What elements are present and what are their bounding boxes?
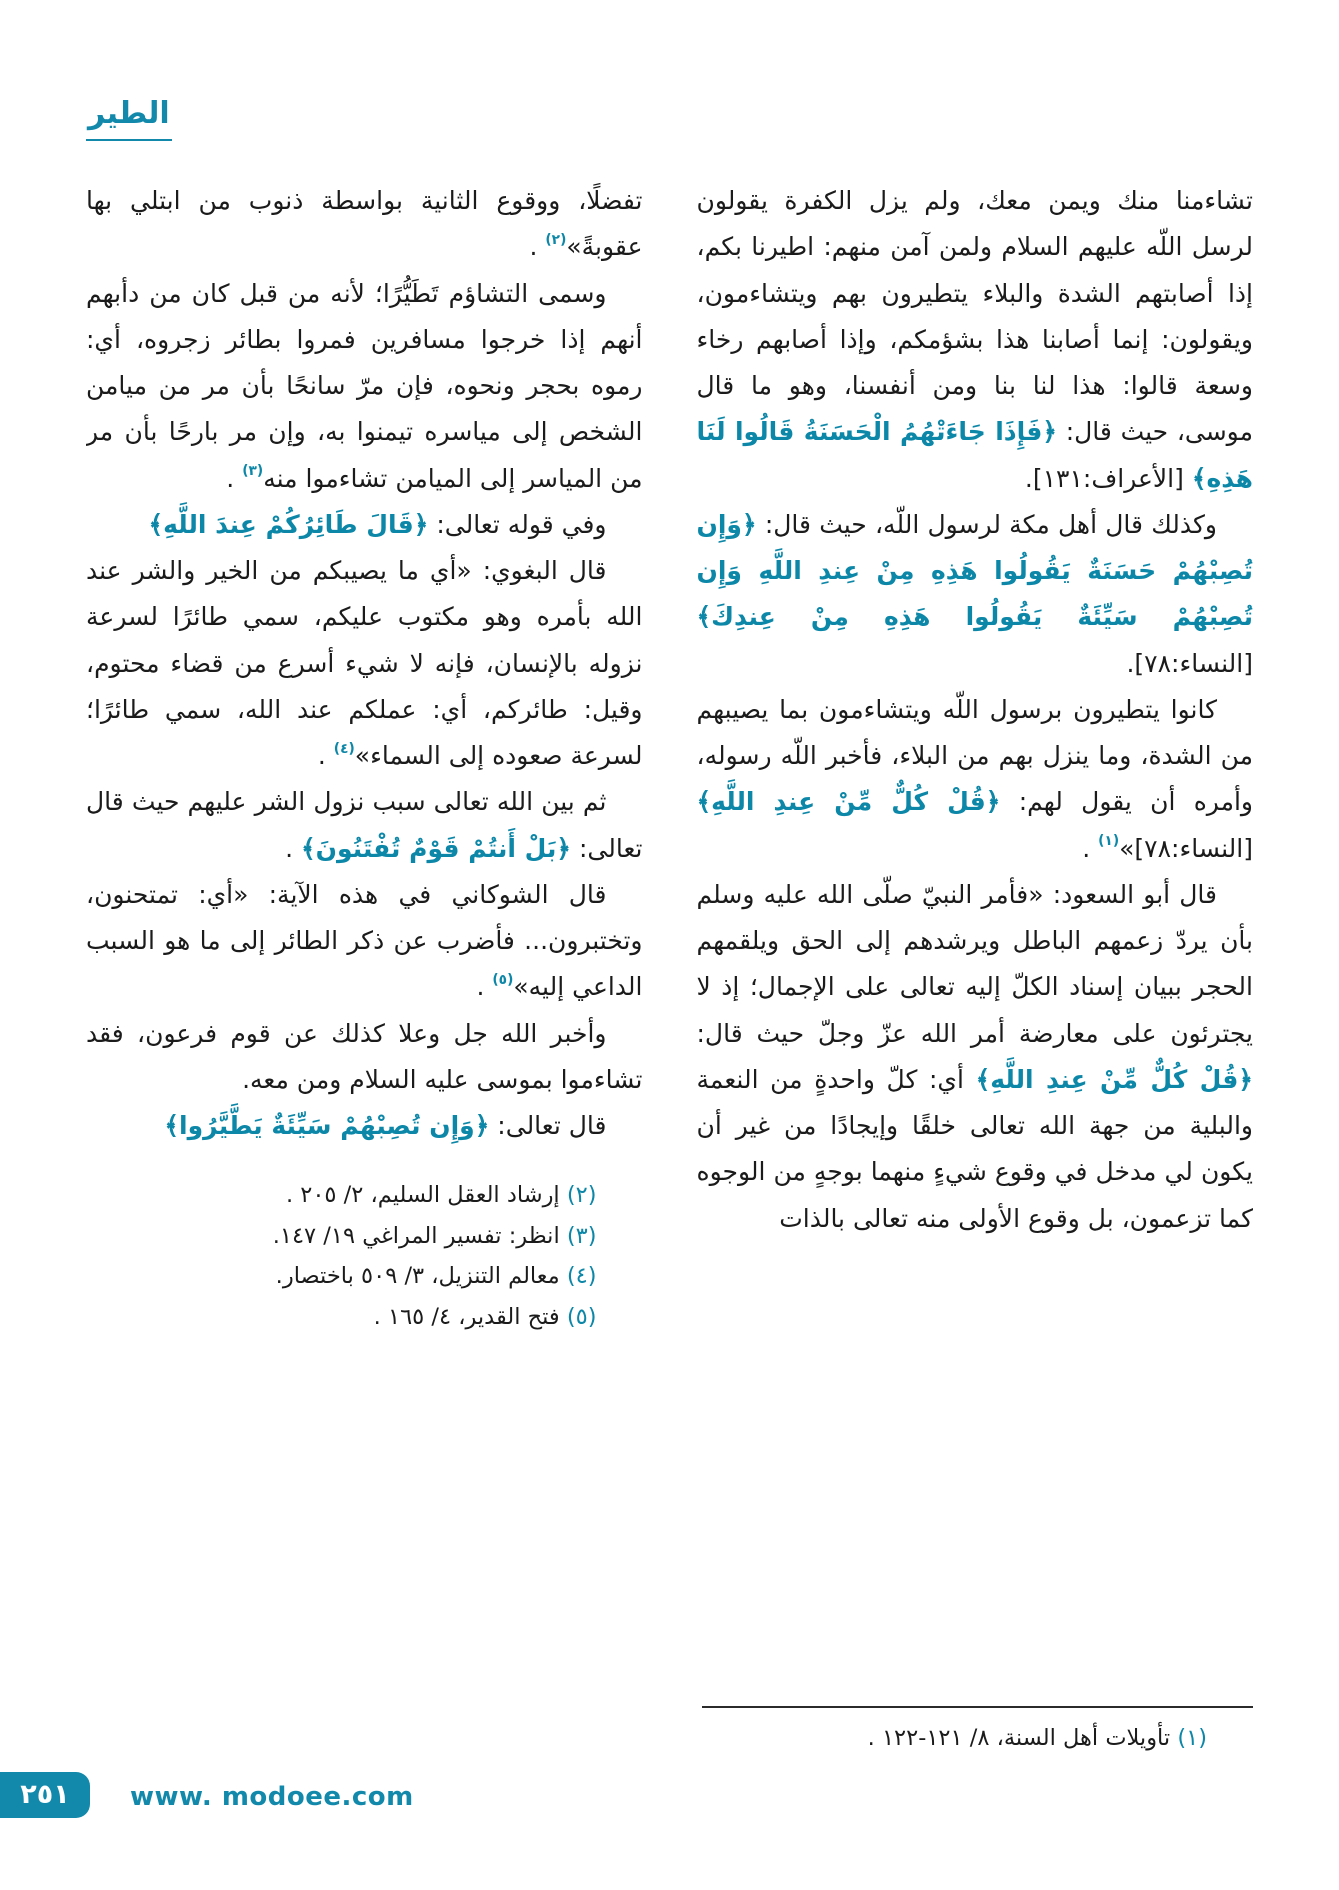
text-columns <box>86 178 1253 1758</box>
body-text: تفضلًا، ووقوع الثانية بواسطة ذنوب من ابتلي بها عقوبةً» <box>86 186 643 262</box>
footnote-marker: (٤) <box>333 740 355 757</box>
website-text: www. modoee.com <box>130 1782 414 1812</box>
quran-verse: ﴿بَلْ أَنتُمْ قَوْمٌ تُفْتَنُونَ﴾ <box>300 833 572 863</box>
body-text: وفي قوله تعالى: <box>428 509 607 539</box>
paragraph <box>86 779 643 872</box>
body-text: قال البغوي: «أي ما يصيبكم من الخير والشر عند الله بأمره وهو مكتوب عليكم، سمي طائرًا لسرعة نزوله بالإنسان، فإنه لا شيء أسرع من قضاء محتوم، وقيل: طائركم، أي: عملكم عند الله، سمي طائرًا؛ لسرعة صعوده إلى السماء» <box>86 556 643 770</box>
body-text: وأخبر الله جل وعلا كذلك عن قوم فرعون، فقد تشاءموا بموسى عليه السلام ومن معه. <box>86 1018 643 1094</box>
footnote-marker: (٣) <box>242 463 264 480</box>
body-text: [النساء:٧٨]» <box>1119 833 1253 863</box>
body-text: . <box>529 232 546 262</box>
footnotes-left <box>86 1175 643 1337</box>
body-text: [النساء:٧٨]. <box>1126 648 1253 678</box>
paragraph <box>697 872 1254 1242</box>
footnote-item <box>86 1297 597 1338</box>
paragraph <box>86 548 643 779</box>
page-number: ٢٥١ <box>20 1779 70 1810</box>
footnote-text: إرشاد العقل السليم، ٢/ ٢٠٥ . <box>285 1182 567 1209</box>
body-text: وكذلك قال أهل مكة لرسول اللّه، حيث قال: <box>756 509 1217 539</box>
column-right-content <box>697 178 1254 1242</box>
page-title: الطير <box>88 96 170 131</box>
footnote-text: معالم التنزيل، ٣/ ٥٠٩ باختصار. <box>275 1263 567 1290</box>
paragraph <box>86 502 643 548</box>
footnote-list-left <box>86 1175 643 1337</box>
column-left-content <box>86 178 643 1149</box>
quran-verse: ﴿وَإِن تُصِبْهُمْ سَيِّئَةٌ يَطَّيَّرُوا﴾ <box>164 1111 490 1140</box>
body-text: قال تعالى: <box>489 1111 607 1140</box>
paragraph <box>697 687 1254 872</box>
footnote-marker: (٥) <box>492 971 514 988</box>
body-text: تشاءمنا منك ويمن معك، ولم يزل الكفرة يقولون لرسل اللّه عليهم السلام ولمن آمن منهم: اطيرنا بكم، إذا أصابتهم الشدة والبلاء يتطيرون بهم ويتشاءمون، ويقولون: إنما أصابنا هذا بشؤمكم، وإذا أصابهم رخاء وسعة قالوا: هذا لنا بنا ومن أنفسنا، وهو ما قال موسى، حيث قال: <box>696 186 1253 447</box>
footnote-number: (٢) <box>566 1182 597 1209</box>
footnotes-right <box>697 1706 1254 1759</box>
paragraph <box>697 178 1254 502</box>
footnote-marker: (٢) <box>545 231 567 248</box>
quran-verse: ﴿قُلْ كُلٌّ مِّنْ عِندِ اللَّهِ﴾ <box>975 1064 1253 1094</box>
footnote-number: (٤) <box>566 1263 597 1290</box>
body-text: وسمى التشاؤم تَطَيُّرًا؛ لأنه من قبل كان من دأبهم أنهم إذا خرجوا مسافرين فمروا بطائر زجروه، أي: رموه بحجر ونحوه، فإن مرّ سانحًا بأن مر من ميامن الشخص إلى مياسره تيمنوا به، وإن مر بارحًا بأن مر من المياسر إلى الميامن تشاءموا منه <box>86 278 643 493</box>
body-text: [الأعراف:١٣١]. <box>1024 463 1192 493</box>
paragraph <box>697 502 1254 687</box>
paragraph <box>86 178 643 271</box>
column-right <box>697 178 1254 1758</box>
footnote-item <box>86 1175 597 1216</box>
footnote-text: انظر: تفسير المراغي ١٩/ ١٤٧. <box>272 1222 567 1249</box>
quran-verse: ﴿قَالَ طَائِرُكُمْ عِندَ اللَّهِ﴾ <box>148 509 429 539</box>
body-text: أي: كلّ واحدةٍ من النعمة والبلية من جهة الله تعالى خلقًا وإيجادًا من غير أن يكون لي مدخل في وقوع شيءٍ منهما بوجهٍ من الوجوه كما تزعمون، بل وقوع الأولى منه تعالى بالذات <box>696 1064 1253 1233</box>
body-text: . <box>317 741 334 770</box>
footnote-item <box>86 1216 597 1257</box>
paragraph <box>86 872 643 1011</box>
body-text: كانوا يتطيرون برسول اللّه ويتشاءمون بما يصيبهم من الشدة، وما ينزل بهم من البلاء، فأخبر اللّه رسوله، وأمره أن يقول لهم: <box>696 694 1253 817</box>
footnote-number: (٣) <box>566 1222 597 1249</box>
footnote-text: فتح القدير، ٤/ ١٦٥ . <box>373 1303 567 1330</box>
body-text: . <box>226 463 243 493</box>
footnote-list-right <box>697 1718 1254 1759</box>
paragraph <box>86 1011 643 1104</box>
body-text: ثم بين الله تعالى سبب نزول الشر عليهم حيث قال تعالى: <box>86 787 643 863</box>
body-text: قال أبو السعود: «فأمر النبيّ صلّى الله عليه وسلم بأن يردّ زعمهم الباطل ويرشدهم إلى الحق ويلقمهم الحجر ببيان إسناد الكلّ إليه تعالى على الإجمال؛ إذ لا يجترئون على معارضة أمر الله عزّ وجلّ حيث قال: <box>696 879 1253 1048</box>
running-head <box>86 96 172 141</box>
paragraph <box>86 1103 643 1149</box>
footnote-item <box>697 1718 1208 1759</box>
footnote-text: تأويلات أهل السنة، ٨/ ١٢١-١٢٢ . <box>867 1724 1178 1751</box>
body-text: . <box>1082 833 1099 863</box>
footnote-number: (١) <box>1177 1724 1207 1751</box>
quran-verse: ﴿فَإِذَا جَاءَتْهُمُ الْحَسَنَةُ قَالُوا لَنَا هَذِهِ﴾ <box>696 417 1253 493</box>
footnote-number: (٥) <box>566 1303 597 1330</box>
page-number-badge <box>0 1772 90 1818</box>
body-text: . <box>476 972 493 1002</box>
footnote-marker: (١) <box>1098 833 1120 850</box>
column-left <box>86 178 643 1758</box>
body-text: . <box>285 833 301 863</box>
paragraph <box>86 271 643 502</box>
body-text: قال الشوكاني في هذه الآية: «أي: تمتحنون، وتختبرون... فأضرب عن ذكر الطائر إلى ما هو السبب الداعي إليه» <box>86 879 643 1002</box>
quran-verse: ﴿وَإِن تُصِبْهُمْ حَسَنَةٌ يَقُولُوا هَذِهِ مِنْ عِندِ اللَّهِ وَإِن تُصِبْهُمْ سَيِّئَةٌ يَقُولُوا هَذِهِ مِنْ عِندِكَ﴾ <box>696 509 1253 632</box>
quran-verse: ﴿قُلْ كُلٌّ مِّنْ عِندِ اللَّهِ﴾ <box>696 787 1001 817</box>
footnote-separator <box>702 1706 1253 1708</box>
footnote-item <box>86 1256 597 1297</box>
